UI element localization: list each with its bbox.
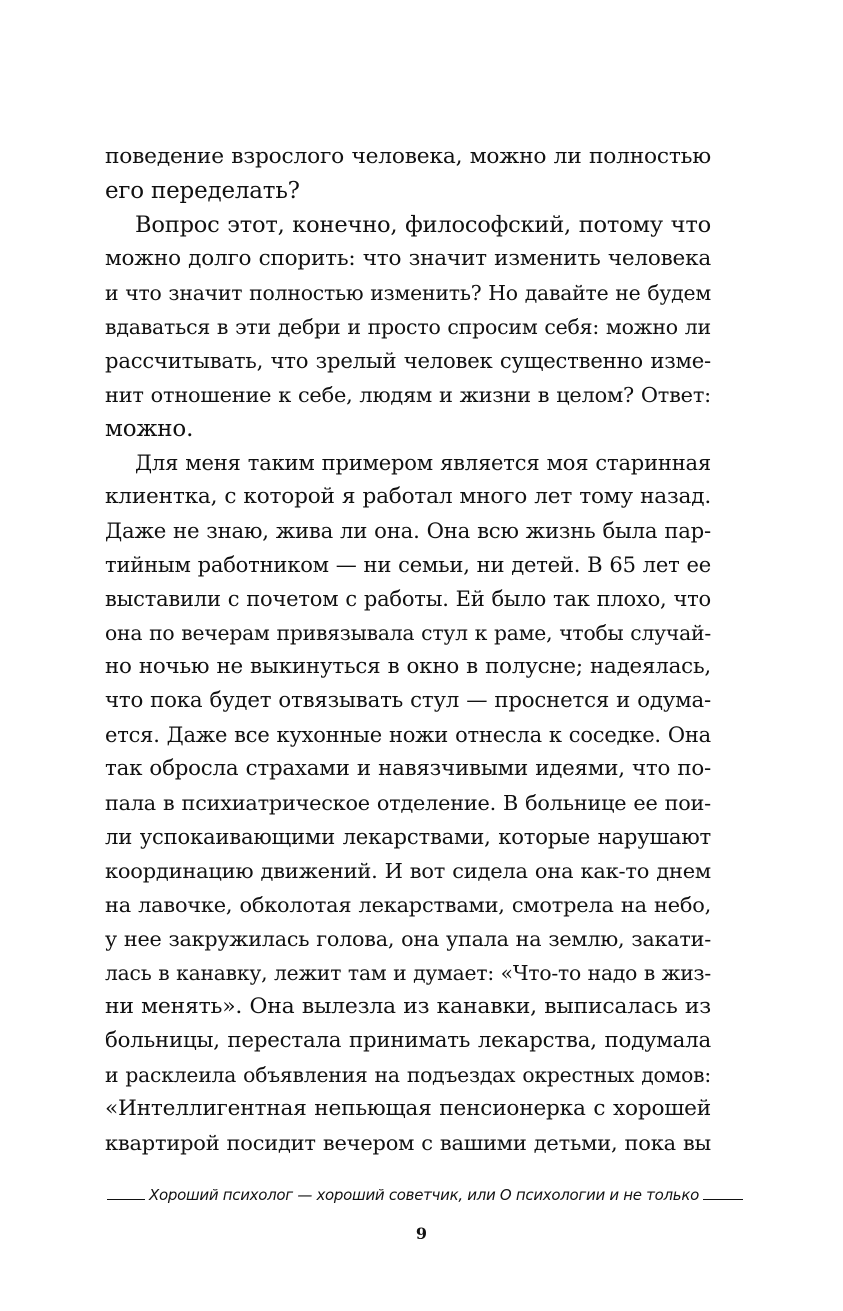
text-line: поведение взрослого человека, можно ли полностью bbox=[105, 144, 711, 169]
text-line: лась в канавку, лежит там и думает: «Что-то надо в жиз- bbox=[105, 961, 711, 985]
text-line: тийным работником — ни семьи, ни детей. В 65 лет ее bbox=[105, 552, 711, 577]
text-line: и что значит полностью изменить? Но давайте не будем bbox=[105, 281, 711, 305]
text-line: но ночью не выкинуться в окно в полусне; надеялась, bbox=[105, 654, 711, 679]
text-line: координацию движений. И вот сидела она как-то днем bbox=[105, 859, 711, 883]
text-line: Даже не знаю, жива ли она. Она всю жизнь была пар- bbox=[105, 518, 711, 543]
footer-rule-right bbox=[703, 1199, 743, 1200]
text-line: выставили с почетом с работы. Ей было так плохо, что bbox=[105, 587, 711, 611]
text-line: квартирой посидит вечером с вашими детьми, пока вы bbox=[105, 1131, 711, 1155]
text-line: клиентка, с которой я работал много лет тому назад. bbox=[105, 484, 711, 509]
text-line: ни менять». Она вылезла из канавки, выписалась из bbox=[105, 994, 711, 1019]
text-line: можно. bbox=[105, 416, 194, 442]
text-line: она по вечерам привязывала стул к раме, чтобы случай- bbox=[105, 621, 711, 645]
text-line: на лавочке, обколотая лекарствами, смотрела на небо, bbox=[105, 893, 711, 917]
running-title: Хороший психолог — хороший советчик, или О психологии и не только bbox=[149, 1186, 699, 1204]
paragraph-first-line: Для меня таким примером является моя старинная bbox=[135, 450, 711, 475]
text-line: можно долго спорить: что значит изменить человека bbox=[105, 246, 711, 271]
text-line: его переделать? bbox=[105, 178, 300, 204]
text-line: и расклеила объявления на подъездах окрестных домов: bbox=[105, 1063, 711, 1087]
text-line: ется. Даже все кухонные ножи отнесла к соседке. Она bbox=[105, 723, 711, 747]
page-number: 9 bbox=[415, 1224, 428, 1243]
text-line: рассчитывать, что зрелый человек существенно изме- bbox=[105, 348, 711, 373]
text-line: так обросла страхами и навязчивыми идеями, что по- bbox=[105, 756, 711, 781]
text-line: пала в психиатрическое отделение. В больнице ее пои- bbox=[105, 791, 711, 815]
footer-rule-left bbox=[107, 1199, 145, 1200]
text-line: вдаваться в эти дебри и просто спросим себя: можно ли bbox=[105, 315, 711, 339]
text-line: у нее закружилась голова, она упала на землю, закати- bbox=[105, 927, 711, 951]
running-footer bbox=[107, 1183, 709, 1207]
text-line: что пока будет отвязывать стул — проснется и одума- bbox=[105, 688, 711, 713]
text-line: больницы, перестала принимать лекарства, подумала bbox=[105, 1028, 711, 1053]
paragraph-first-line: Вопрос этот, конечно, философский, потому что bbox=[135, 212, 711, 238]
text-line: «Интеллигентная непьющая пенсионерка с хорошей bbox=[105, 1096, 711, 1121]
text-line: нит отношение к себе, людям и жизни в целом? Ответ: bbox=[105, 383, 711, 407]
body-text bbox=[105, 140, 711, 1160]
text-line: ли успокаивающими лекарствами, которые нарушают bbox=[105, 824, 711, 849]
